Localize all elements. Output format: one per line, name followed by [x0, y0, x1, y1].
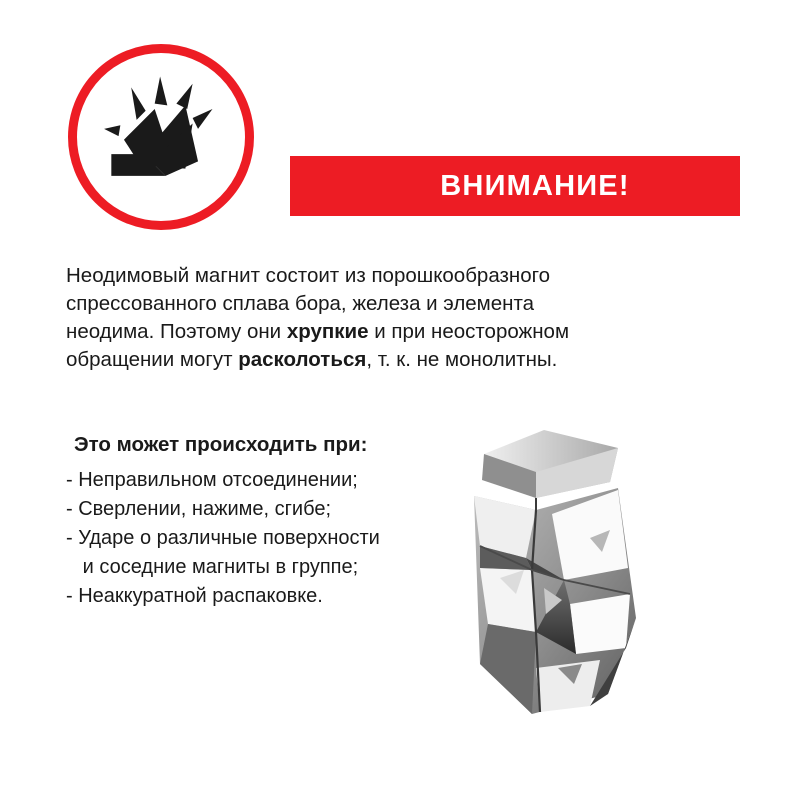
intro-line-4-a: обращении могут — [66, 348, 239, 371]
intro-line-3-b: и при неосторожном — [368, 320, 570, 343]
intro-line-4 — [66, 346, 686, 374]
intro-line-4-b: , т. к. не монолитны. — [366, 348, 558, 371]
intro-line-3-a: неодима. Поэтому они — [66, 320, 287, 343]
intro-line-4-bold: расколоться — [238, 348, 367, 371]
causes-list — [66, 466, 466, 611]
intro-line-3-bold: хрупкие — [286, 320, 369, 343]
intro-line-2: спрессованного сплава бора, железа и элемента — [66, 292, 535, 315]
header — [68, 44, 740, 204]
causes-list-block — [66, 432, 466, 611]
warning-banner-label: ВНИМАНИЕ! — [440, 169, 630, 202]
causes-list-title: Это может происходить при: — [74, 433, 368, 456]
warning-banner — [290, 156, 740, 216]
shattering-object-hazard-icon — [68, 44, 254, 230]
list-item: - Сверлении, нажиме, сгибе; — [66, 498, 331, 520]
list-item: - Ударе о различные поверхности — [66, 527, 380, 549]
broken-magnet-photo — [440, 418, 660, 728]
list-item: - Неаккуратной распаковке. — [66, 585, 323, 607]
intro-line-3 — [66, 318, 686, 346]
list-item: - Неправильном отсоединении; — [66, 469, 358, 491]
intro-paragraph — [66, 262, 686, 374]
list-item: и соседние магниты в группе; — [66, 556, 359, 578]
intro-line-1: Неодимовый магнит состоит из порошкообразного — [66, 264, 551, 287]
